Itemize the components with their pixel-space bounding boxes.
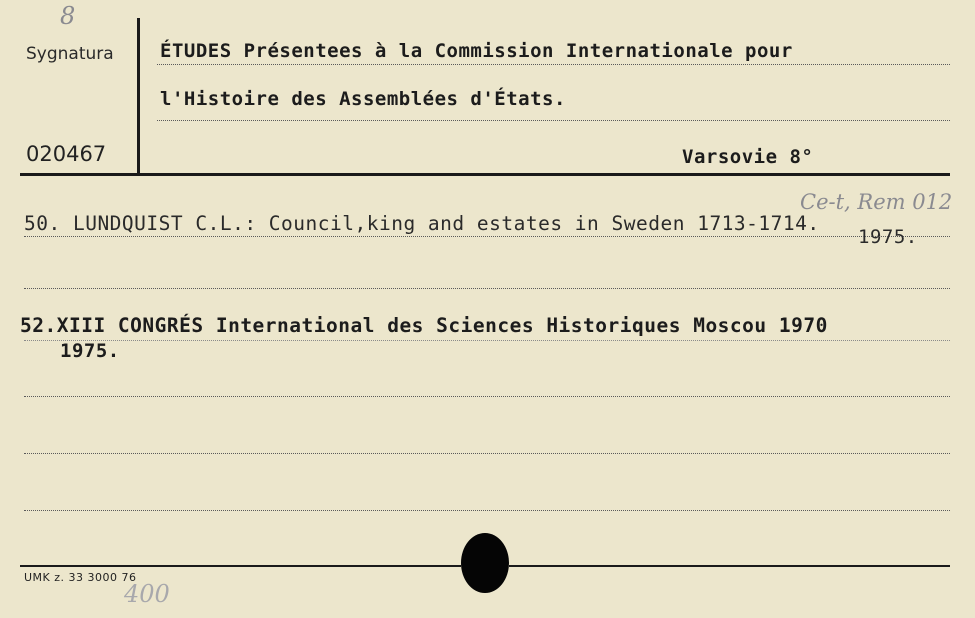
dotted-line bbox=[24, 396, 950, 397]
title-line-1: ÉTUDES Présentees à la Commission Internationale pour bbox=[160, 40, 793, 62]
entry-52-continuation: 1975. bbox=[60, 340, 120, 362]
bottom-rule-right bbox=[509, 565, 950, 567]
dotted-line bbox=[24, 236, 950, 237]
sygnatura-label: Sygnatura bbox=[26, 44, 114, 64]
punch-hole bbox=[461, 533, 509, 593]
title-line-2: l'Histoire des Assemblées d'États. bbox=[160, 88, 566, 110]
dotted-line bbox=[24, 340, 950, 341]
header-rule bbox=[20, 173, 950, 176]
handwritten-note: Ce-t, Rem 012 bbox=[800, 190, 953, 214]
entry-52: 52.XIII CONGRÉS International des Sciences Historiques Moscou 1970 bbox=[20, 314, 828, 337]
dotted-line bbox=[24, 288, 950, 289]
place-format: Varsovie 8° bbox=[682, 146, 814, 168]
entry-50: 50. LUNDQUIST C.L.: Council,king and estates in Sweden 1713-1714. bbox=[24, 212, 820, 235]
handwritten-mark: 400 bbox=[124, 580, 170, 608]
dotted-line bbox=[24, 453, 950, 454]
print-code: UMK z. 33 3000 76 bbox=[24, 571, 137, 584]
vertical-rule bbox=[137, 18, 140, 174]
entry-50-year: 1975. bbox=[858, 226, 918, 248]
bottom-rule-left bbox=[20, 565, 461, 567]
signature-number: 020467 bbox=[26, 142, 107, 166]
dotted-line bbox=[24, 510, 950, 511]
dotted-line bbox=[157, 120, 950, 121]
dotted-line bbox=[157, 64, 950, 65]
pencil-mark: 8 bbox=[60, 2, 76, 30]
